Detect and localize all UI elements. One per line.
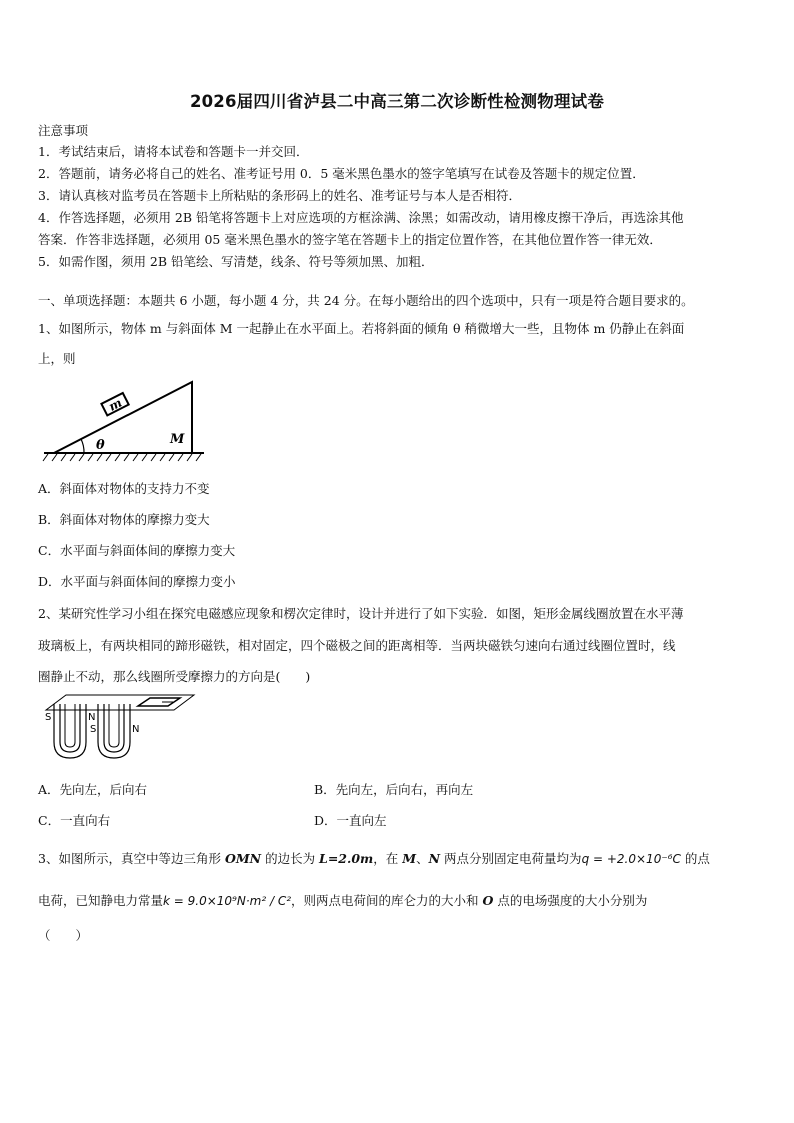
point-n: N (428, 851, 441, 866)
option-a: A．斜面体对物体的支持力不变 (38, 481, 210, 496)
pole-label: S (90, 724, 97, 735)
question-3-line: 3、如图所示，真空中等边三角形 OMN 的边长为 L=2.0m，在 M、N 两点分别固定电荷量均为q = +2.0×10⁻⁶C 的点 (38, 851, 710, 866)
question-2-line: 玻璃板上，有两块相同的蹄形磁铁，相对固定，四个磁极之间的距离相等．当两块磁铁匀速向右通过线圈位置时，线 (38, 638, 676, 653)
option-c: C．水平面与斜面体间的摩擦力变大 (38, 543, 236, 558)
magnet-coil-figure (38, 690, 198, 768)
option-a: A．先向左，后向右 (38, 782, 148, 797)
pole-label: S (45, 712, 52, 723)
point-m: M (402, 851, 417, 866)
option-d: D．一直向左 (314, 813, 387, 828)
section-heading: 一、单项选择题：本题共 6 小题，每小题 4 分，共 24 分。在每小题给出的四个选项中，只有一项是符合题目要求的。 (38, 293, 694, 308)
angle-theta-label: θ (96, 438, 105, 453)
pole-label: N (132, 724, 140, 735)
notice-item: 答案．作答非选择题，必须用 05 毫米黑色墨水的签字笔在答题卡上的指定位置作答，在其他位置作答一律无效． (38, 232, 662, 247)
option-b: B．先向左，后向右，再向左 (314, 782, 474, 797)
question-1-line: 1、如图所示，物体 m 与斜面体 M 一起静止在水平面上。若将斜面的倾角 θ 稍微增大一些，且物体 m 仍静止在斜面 (38, 321, 685, 336)
question-1-line: 上，则 (38, 351, 76, 366)
question-2-line: 2、某研究性学习小组在探究电磁感应现象和楞次定律时，设计并进行了如下实验．如图，矩形金属线圈放置在水平薄 (38, 606, 684, 621)
notice-item: 2．答题前，请务必将自己的姓名、准考证号用 0．5 毫米黑色墨水的签字笔填写在试卷及答题卡的规定位置． (38, 166, 645, 181)
notice-heading: 注意事项 (38, 123, 89, 138)
question-3-line: 电荷，已知静电力常量k = 9.0×10⁹N·m² / C²，则两点电荷间的库仑力的大小和 O 点的电场强度的大小分别为 (38, 893, 648, 908)
point-o: O (482, 893, 494, 908)
charge-formula: q = +2.0×10⁻⁶C (581, 852, 681, 866)
option-d: D．水平面与斜面体间的摩擦力变小 (38, 574, 236, 589)
notice-item: 1．考试结束后，请将本试卷和答题卡一并交回． (38, 144, 309, 159)
option-b: B．斜面体对物体的摩擦力变大 (38, 512, 210, 527)
pole-label: N (88, 712, 96, 723)
mass-M-label: M (170, 432, 185, 447)
question-2-line: 圈静止不动，那么线圈所受摩擦力的方向是( ) (38, 669, 311, 684)
side-length: L=2.0m (319, 851, 374, 866)
triangle-omn: OMN (224, 851, 262, 866)
option-c: C．一直向右 (38, 813, 111, 828)
page-title: 2026届四川省泸县二中高三第二次诊断性检测物理试卷 (189, 92, 605, 111)
incline-figure (40, 372, 212, 467)
notice-item: 4．作答选择题，必须用 2B 铅笔将答题卡上对应选项的方框涂满、涂黑；如需改动，请用橡皮擦干净后，再选涂其他 (38, 210, 684, 225)
answer-paren: （ ） (38, 928, 89, 943)
mass-m-label: m (106, 395, 125, 414)
constant-formula: k = 9.0×10⁹N·m² / C² (163, 894, 292, 908)
notice-item: 3．请认真核对监考员在答题卡上所粘贴的条形码上的姓名、准考证号与本人是否相符． (38, 188, 521, 203)
notice-item: 5．如需作图，须用 2B 铅笔绘、写清楚，线条、符号等须加黑、加粗． (38, 254, 434, 269)
